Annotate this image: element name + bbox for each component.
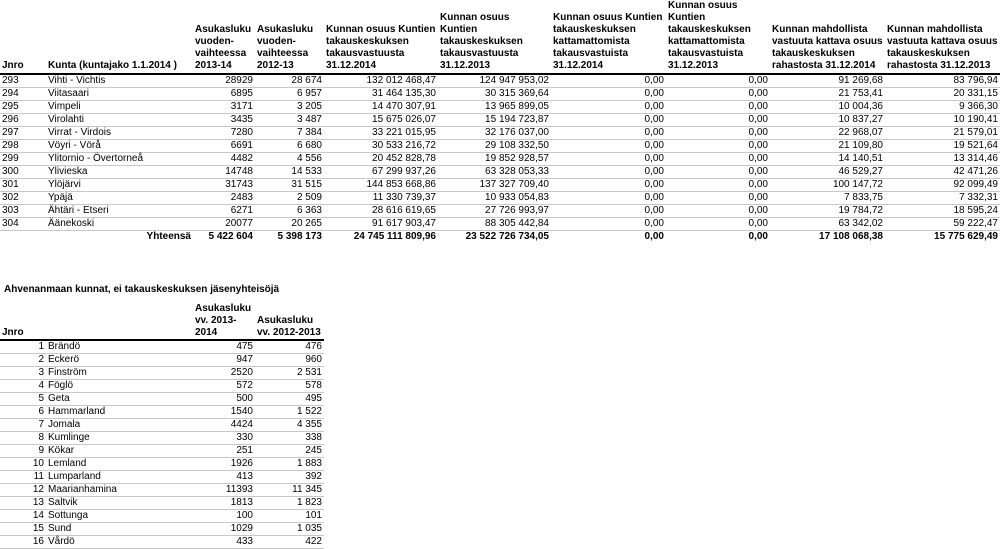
table-cell: Maarianhamina (46, 484, 193, 497)
table-cell: 1926 (193, 458, 255, 471)
total-cell: 17 108 068,38 (819, 231, 883, 242)
table-cell: 100 (193, 510, 255, 523)
table-cell: 2 531 (255, 367, 324, 380)
table-cell: 4 355 (255, 419, 324, 432)
table-row (0, 445, 324, 458)
column-header: Kunnan osuus Kuntien takauskeskuksen kattamattomista takausvastuista 31.12.2013 (668, 0, 751, 71)
table-cell: 476 (255, 340, 324, 354)
table-cell: 19 784,72 (770, 205, 885, 218)
total-cell: 15 775 629,49 (934, 231, 998, 242)
table-cell: 413 (193, 471, 255, 484)
table-cell: Kumlinge (46, 432, 193, 445)
table-cell: 2483 (193, 192, 255, 205)
table-cell: 4482 (193, 153, 255, 166)
table-cell: 11 345 (255, 484, 324, 497)
table-cell: 1540 (193, 406, 255, 419)
table-cell: 1 522 (255, 406, 324, 419)
table-cell: 83 796,94 (885, 74, 1000, 88)
table-cell: 28 616 619,65 (324, 205, 438, 218)
table-cell: 20 265 (255, 218, 324, 231)
table-cell: 6 680 (255, 140, 324, 153)
table-row (0, 367, 324, 380)
table-cell: 4 556 (255, 153, 324, 166)
table-cell: 6271 (193, 205, 255, 218)
table-cell: 19 852 928,57 (438, 153, 551, 166)
table-cell: Ylivieska (46, 166, 193, 179)
table-cell: 0,00 (666, 179, 770, 192)
column-header: Asukasluku vv. 2012-2013 (257, 315, 321, 338)
table-cell: Ypäjä (46, 192, 193, 205)
aland-header-row (0, 303, 324, 340)
table-cell: 19 521,64 (885, 140, 1000, 153)
table-cell: 0,00 (551, 218, 666, 231)
table-cell: 137 327 709,40 (438, 179, 551, 192)
table-row (0, 140, 1000, 153)
table-row (0, 354, 324, 367)
table-cell: 31 464 135,30 (324, 88, 438, 101)
table-cell: 2 509 (255, 192, 324, 205)
column-header: Jnro (2, 327, 24, 338)
table-cell: Sottunga (46, 510, 193, 523)
table-cell: 0,00 (666, 218, 770, 231)
table-cell: 10 190,41 (885, 114, 1000, 127)
table-cell: 0,00 (666, 192, 770, 205)
table-cell: Vöyri - Vörå (46, 140, 193, 153)
table-cell: 31 515 (255, 179, 324, 192)
table-row (0, 419, 324, 432)
table-cell: 20077 (193, 218, 255, 231)
table-row (0, 101, 1000, 114)
table-cell: 422 (255, 536, 324, 549)
table-cell: 0,00 (551, 192, 666, 205)
table-cell: 251 (193, 445, 255, 458)
table-cell: Lumparland (46, 471, 193, 484)
table-row (0, 393, 324, 406)
table-cell: 15 (0, 523, 46, 536)
table-cell: Ylöjärvi (46, 179, 193, 192)
table-cell: Finström (46, 367, 193, 380)
table-cell: 6 363 (255, 205, 324, 218)
table-cell: 0,00 (666, 166, 770, 179)
table-cell: Kökar (46, 445, 193, 458)
table-row (0, 432, 324, 445)
table-cell: 572 (193, 380, 255, 393)
table-row (0, 471, 324, 484)
table-cell: 1029 (193, 523, 255, 536)
table-cell: 0,00 (666, 101, 770, 114)
table-cell: 11 330 739,37 (324, 192, 438, 205)
table-cell: 22 968,07 (770, 127, 885, 140)
table-cell: 0,00 (666, 205, 770, 218)
table-cell: 14748 (193, 166, 255, 179)
table-cell: 63 342,02 (770, 218, 885, 231)
table-cell: 16 (0, 536, 46, 549)
table-cell: 294 (0, 88, 46, 101)
table-cell: Föglö (46, 380, 193, 393)
total-cell: 0,00 (748, 231, 768, 242)
table-header-row (0, 0, 1000, 74)
table-cell: Viitasaari (46, 88, 193, 101)
table-cell: 495 (255, 393, 324, 406)
table-row (0, 127, 1000, 140)
table-cell: 14 (0, 510, 46, 523)
table-cell: 13 314,46 (885, 153, 1000, 166)
table-cell: 20 452 828,78 (324, 153, 438, 166)
table-cell: 330 (193, 432, 255, 445)
table-cell: 0,00 (551, 166, 666, 179)
table-cell: 30 315 369,64 (438, 88, 551, 101)
table-cell: 20 331,15 (885, 88, 1000, 101)
table-cell: 11393 (193, 484, 255, 497)
total-cell: 24 745 111 809,96 (353, 231, 436, 242)
column-header: Kunnan osuus Kuntien takauskeskuksen takausvastuusta 31.12.2013 (440, 12, 523, 71)
table-cell: 7280 (193, 127, 255, 140)
table-cell: 0,00 (551, 179, 666, 192)
table-row (0, 523, 324, 536)
table-cell: Geta (46, 393, 193, 406)
table-cell: 0,00 (666, 140, 770, 153)
table-cell: 1 (0, 340, 46, 354)
table-cell: Hammarland (46, 406, 193, 419)
total-cell (0, 231, 46, 244)
table-cell: 0,00 (666, 88, 770, 101)
table-cell: 9 (0, 445, 46, 458)
table-cell: Vihti - Vichtis (46, 74, 193, 88)
table-cell: 3 (0, 367, 46, 380)
table-cell: 100 147,72 (770, 179, 885, 192)
table-cell: 59 222,47 (885, 218, 1000, 231)
table-cell: 302 (0, 192, 46, 205)
table-cell: 245 (255, 445, 324, 458)
table-cell: 3171 (193, 101, 255, 114)
table-cell: 475 (193, 340, 255, 354)
table-cell: 960 (255, 354, 324, 367)
total-cell: 5 422 604 (208, 231, 253, 242)
table-cell: 300 (0, 166, 46, 179)
guarantee-table (0, 0, 1000, 243)
table-cell: 1 883 (255, 458, 324, 471)
table-cell: 303 (0, 205, 46, 218)
table-cell: 3435 (193, 114, 255, 127)
table-cell: 7 384 (255, 127, 324, 140)
table-cell: 21 753,41 (770, 88, 885, 101)
table-cell: 28929 (193, 74, 255, 88)
column-header: Asukasluku vuoden-vaihteessa 2013-14 (195, 24, 252, 71)
total-cell: Yhteensä (146, 231, 191, 242)
table-cell: 578 (255, 380, 324, 393)
table-cell: 2520 (193, 367, 255, 380)
column-header: Asukasluku vv. 2013-2014 (195, 303, 252, 338)
table-cell: 32 176 037,00 (438, 127, 551, 140)
table-cell: 7 833,75 (770, 192, 885, 205)
table-cell: 2 (0, 354, 46, 367)
table-cell: 13 (0, 497, 46, 510)
table-cell: 6691 (193, 140, 255, 153)
table-cell: 6 957 (255, 88, 324, 101)
table-cell: 297 (0, 127, 46, 140)
total-row (0, 231, 1000, 244)
table-row (0, 179, 1000, 192)
table-cell: 6 (0, 406, 46, 419)
table-cell: 18 595,24 (885, 205, 1000, 218)
table-row (0, 380, 324, 393)
table-cell: 101 (255, 510, 324, 523)
table-row (0, 406, 324, 419)
column-header: Kunnan mahdollista vastuuta kattava osuus takauskeskuksen rahastosta 31.12.2014 (772, 24, 883, 71)
table-cell: 301 (0, 179, 46, 192)
total-cell: 5 398 173 (277, 231, 322, 242)
table-cell: Brändö (46, 340, 193, 354)
table-cell: 132 012 468,47 (324, 74, 438, 88)
table-cell: 5 (0, 393, 46, 406)
table-cell: 14 470 307,91 (324, 101, 438, 114)
section-title: Ahvenanmaan kunnat, ei takauskeskuksen jäsenyhteisöjä (4, 284, 280, 295)
table-cell: Äänekoski (46, 218, 193, 231)
table-cell: Vårdö (46, 536, 193, 549)
table-cell: 88 305 442,84 (438, 218, 551, 231)
table-cell: 10 (0, 458, 46, 471)
table-cell: 10 933 054,83 (438, 192, 551, 205)
table-row (0, 192, 1000, 205)
table-row (0, 88, 1000, 101)
table-cell: 299 (0, 153, 46, 166)
column-header: Asukasluku vuoden-vaihteessa 2012-13 (257, 24, 314, 71)
table-cell: 92 099,49 (885, 179, 1000, 192)
table-cell: 6895 (193, 88, 255, 101)
table-cell: 0,00 (551, 114, 666, 127)
table-cell: 14 533 (255, 166, 324, 179)
table-cell: 28 674 (255, 74, 324, 88)
table-row (0, 74, 1000, 88)
table-cell: 0,00 (551, 127, 666, 140)
column-header: Kunnan osuus Kuntien takauskeskuksen kattamattomista takausvastuista 31.12.2014 (553, 12, 663, 71)
table-cell: 10 837,27 (770, 114, 885, 127)
table-row (0, 497, 324, 510)
table-cell: 8 (0, 432, 46, 445)
table-cell: 11 (0, 471, 46, 484)
table-cell: Ylitornio - Övertorneå (46, 153, 193, 166)
table-cell: 7 332,31 (885, 192, 1000, 205)
table-cell: 10 004,36 (770, 101, 885, 114)
table-cell: 42 471,26 (885, 166, 1000, 179)
table-cell: 304 (0, 218, 46, 231)
table-cell: 0,00 (551, 74, 666, 88)
table-cell: 4424 (193, 419, 255, 432)
table-row (0, 205, 1000, 218)
table-cell: 3 205 (255, 101, 324, 114)
table-cell: 1 823 (255, 497, 324, 510)
table-cell: 295 (0, 101, 46, 114)
table-cell: 31743 (193, 179, 255, 192)
table-cell: 21 109,80 (770, 140, 885, 153)
table-row (0, 536, 324, 549)
table-cell: 947 (193, 354, 255, 367)
column-header: Kunta (kuntajako 1.1.2014 ) (48, 60, 177, 71)
table-cell: Eckerö (46, 354, 193, 367)
table-cell: 15 675 026,07 (324, 114, 438, 127)
table-cell: 500 (193, 393, 255, 406)
table-cell: 0,00 (666, 114, 770, 127)
table-cell: 298 (0, 140, 46, 153)
table-cell: 4 (0, 380, 46, 393)
total-cell: 0,00 (644, 231, 664, 242)
table-cell: 0,00 (551, 153, 666, 166)
total-cell: 23 522 726 734,05 (465, 231, 549, 242)
table-cell: Saltvik (46, 497, 193, 510)
table-cell: 91 269,68 (770, 74, 885, 88)
table-cell: 7 (0, 419, 46, 432)
table-cell: 0,00 (666, 153, 770, 166)
column-header: Kunnan mahdollista vastuuta kattava osuus takauskeskuksen rahastosta 31.12.2013 (887, 24, 998, 71)
table-cell: 296 (0, 114, 46, 127)
table-cell: Vimpeli (46, 101, 193, 114)
table-row (0, 153, 1000, 166)
table-cell: 0,00 (666, 127, 770, 140)
table-cell: 0,00 (551, 101, 666, 114)
table-cell: 29 108 332,50 (438, 140, 551, 153)
table-cell: 3 487 (255, 114, 324, 127)
table-cell: 433 (193, 536, 255, 549)
aland-table (0, 303, 324, 549)
table-cell: Ähtäri - Etseri (46, 205, 193, 218)
table-cell: 392 (255, 471, 324, 484)
column-header: Jnro (2, 60, 24, 71)
table-cell: Virrat - Virdois (46, 127, 193, 140)
column-header (46, 303, 193, 340)
table-row (0, 114, 1000, 127)
table-cell: 0,00 (551, 88, 666, 101)
table-cell: 14 140,51 (770, 153, 885, 166)
table-cell: 27 726 993,97 (438, 205, 551, 218)
table-cell: 9 366,30 (885, 101, 1000, 114)
table-row (0, 166, 1000, 179)
table-cell: 293 (0, 74, 46, 88)
table-cell: 144 853 668,86 (324, 179, 438, 192)
table-row (0, 218, 1000, 231)
table-cell: 338 (255, 432, 324, 445)
table-cell: 67 299 937,26 (324, 166, 438, 179)
column-header: Kunnan osuus Kuntien takauskeskuksen takausvastuusta 31.12.2014 (326, 24, 436, 71)
table-cell: 12 (0, 484, 46, 497)
table-cell: 0,00 (666, 74, 770, 88)
table-cell: Virolahti (46, 114, 193, 127)
table-cell: 124 947 953,02 (438, 74, 551, 88)
table-cell: 13 965 899,05 (438, 101, 551, 114)
table-cell: Jomala (46, 419, 193, 432)
table-row (0, 340, 324, 354)
table-row (0, 510, 324, 523)
table-row (0, 484, 324, 497)
table-cell: 63 328 053,33 (438, 166, 551, 179)
table-cell: 15 194 723,87 (438, 114, 551, 127)
table-cell: 1 035 (255, 523, 324, 536)
table-cell: 91 617 903,47 (324, 218, 438, 231)
table-cell: Lemland (46, 458, 193, 471)
table-cell: 0,00 (551, 140, 666, 153)
table-cell: 33 221 015,95 (324, 127, 438, 140)
table-cell: Sund (46, 523, 193, 536)
table-row (0, 458, 324, 471)
table-cell: 30 533 216,72 (324, 140, 438, 153)
table-cell: 0,00 (551, 205, 666, 218)
table-cell: 21 579,01 (885, 127, 1000, 140)
table-cell: 46 529,27 (770, 166, 885, 179)
table-cell: 1813 (193, 497, 255, 510)
